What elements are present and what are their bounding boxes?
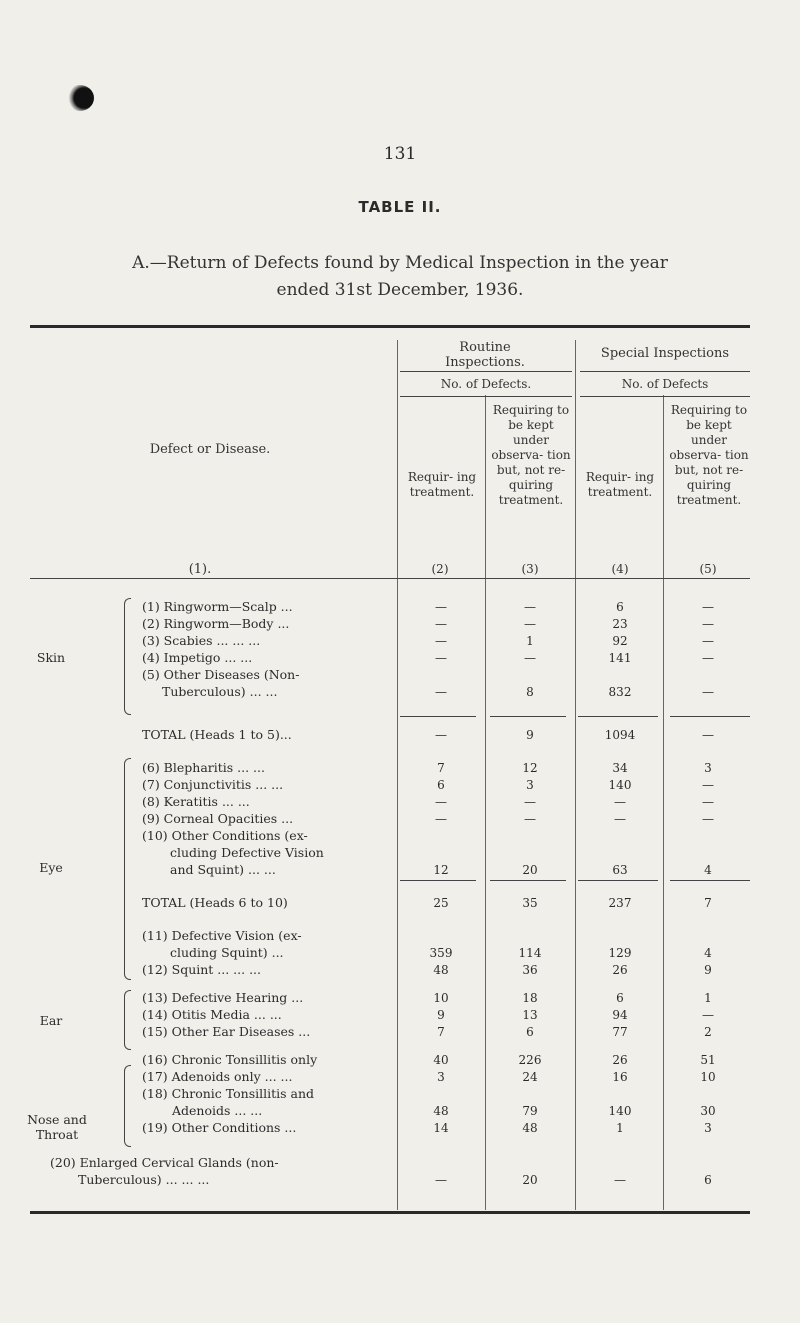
row-label: (18) Chronic Tonsillitis and xyxy=(142,1086,315,1101)
cell-row22-col2: — xyxy=(435,1173,447,1187)
row-label: (17) Adenoids only ... ... xyxy=(142,1069,293,1084)
row-label: (2) Ringworm—Body ... xyxy=(142,616,290,631)
cell-row5-col5: — xyxy=(702,685,714,699)
cell-row18-col3: 226 xyxy=(518,1053,542,1067)
cell-row12-col4: 237 xyxy=(608,896,632,910)
cell-row2-col5: — xyxy=(702,617,714,631)
row-label: (11) Defective Vision (ex- xyxy=(142,928,302,943)
cell-row3-col3: 1 xyxy=(526,634,534,648)
table-title: TABLE II. xyxy=(358,198,442,216)
cell-row1-col5: — xyxy=(702,600,714,614)
row-label: (1) Ringworm—Scalp ... xyxy=(142,599,293,614)
cell-row5-col2: — xyxy=(435,685,447,699)
cell-row1-col3: — xyxy=(524,600,536,614)
col-divider-1 xyxy=(397,340,398,1210)
col-4-number: (4) xyxy=(611,562,629,576)
defect-or-disease-header: Defect or Disease. xyxy=(149,442,271,457)
total-label: TOTAL (Heads 6 to 10) xyxy=(142,895,288,910)
col-1-number: (1). xyxy=(188,562,212,577)
row-label: (6) Blepharitis ... ... xyxy=(142,760,265,775)
cell-row15-col5: 1 xyxy=(704,991,712,1005)
routine-requiring-observation-header: Requiring to be kept under observa- tion but, not re- quiring treatment. xyxy=(491,403,571,507)
cell-row18-col5: 51 xyxy=(700,1053,716,1067)
cell-row8-col2: 6 xyxy=(437,778,445,792)
cell-row15-col4: 6 xyxy=(616,991,624,1005)
cell-row22-col4: — xyxy=(614,1173,626,1187)
cell-row2-col2: — xyxy=(435,617,447,631)
cell-row18-col4: 26 xyxy=(612,1053,628,1067)
cell-row18-col2: 40 xyxy=(433,1053,449,1067)
cell-row21-col5: 3 xyxy=(704,1121,712,1135)
cell-row8-col4: 140 xyxy=(608,778,632,792)
routine-no-defects-header: No. of Defects. xyxy=(440,377,532,391)
row-label: (8) Keratitis ... ... xyxy=(142,794,250,809)
cell-row19-col3: 24 xyxy=(522,1070,538,1084)
cell-row8-col5: — xyxy=(702,778,714,792)
cell-row19-col4: 16 xyxy=(612,1070,628,1084)
cell-row1-col4: 6 xyxy=(616,600,624,614)
table-bottom-rule xyxy=(30,1211,750,1214)
row-label: (9) Corneal Opacities ... xyxy=(142,811,294,826)
brace-ear xyxy=(124,990,131,1050)
header-bottom-rule xyxy=(30,578,750,579)
cell-row13-col4: 129 xyxy=(608,946,632,960)
row-label-cont: cluding Defective Vision xyxy=(170,845,324,860)
cell-row17-col4: 77 xyxy=(612,1025,628,1039)
cell-row7-col5: 3 xyxy=(704,761,712,775)
routine-underline xyxy=(400,371,572,372)
special-sub-underline xyxy=(580,396,750,397)
cell-row13-col3: 114 xyxy=(518,946,542,960)
row-label: (13) Defective Hearing ... xyxy=(142,990,304,1005)
cell-row3-col2: — xyxy=(435,634,447,648)
cell-row17-col5: 2 xyxy=(704,1025,712,1039)
col-2-number: (2) xyxy=(431,562,449,576)
cell-row14-col5: 9 xyxy=(704,963,712,977)
cell-row3-col5: — xyxy=(702,634,714,648)
cell-row9-col5: — xyxy=(702,795,714,809)
routine-requiring-treatment-header: Requir- ing treatment. xyxy=(407,470,477,499)
cell-row16-col4: 94 xyxy=(612,1008,628,1022)
caption-line-2: ended 31st December, 1936. xyxy=(276,280,524,300)
ink-blot xyxy=(66,85,94,111)
cell-row6-col4: 1094 xyxy=(604,728,636,742)
routine-inspections-header: Routine Inspections. xyxy=(445,340,525,370)
col-divider-3 xyxy=(575,340,576,1210)
row-label: (16) Chronic Tonsillitis only xyxy=(142,1052,318,1067)
routine-sub-underline xyxy=(400,396,572,397)
row-label-cont: Adenoids ... ... xyxy=(172,1103,263,1118)
row-label-cont: Tuberculous) ... ... xyxy=(162,684,278,699)
cell-row14-col2: 48 xyxy=(433,963,449,977)
cell-row4-col2: — xyxy=(435,651,447,665)
cell-row20-col5: 30 xyxy=(700,1104,716,1118)
cell-row12-col3: 35 xyxy=(522,896,538,910)
group-ear: Ear xyxy=(39,1013,63,1028)
cell-row6-col5: — xyxy=(702,728,714,742)
table-top-rule xyxy=(30,325,750,328)
row-label: (15) Other Ear Diseases ... xyxy=(142,1024,311,1039)
cell-row21-col3: 48 xyxy=(522,1121,538,1135)
row-label: (7) Conjunctivitis ... ... xyxy=(142,777,284,792)
brace-eye xyxy=(124,758,131,980)
group-nose-and-throat: Nose and Throat xyxy=(27,1112,87,1142)
cell-row2-col4: 23 xyxy=(612,617,628,631)
cell-row19-col2: 3 xyxy=(437,1070,445,1084)
brace-skin xyxy=(124,598,131,715)
col-divider-4 xyxy=(663,395,664,1210)
col-3-number: (3) xyxy=(521,562,539,576)
cell-row20-col4: 140 xyxy=(608,1104,632,1118)
special-underline xyxy=(580,371,750,372)
row-label: (20) Enlarged Cervical Glands (non- xyxy=(50,1155,279,1170)
row-label: (12) Squint ... ... ... xyxy=(142,962,262,977)
cell-row14-col3: 36 xyxy=(522,963,538,977)
cell-row12-col5: 7 xyxy=(704,896,712,910)
row-label: (3) Scabies ... ... ... xyxy=(142,633,261,648)
cell-row16-col5: — xyxy=(702,1008,714,1022)
row-label: (4) Impetigo ... ... xyxy=(142,650,253,665)
cell-row10-col5: — xyxy=(702,812,714,826)
cell-row11-col2: 12 xyxy=(433,863,449,877)
row-label-cont: Tuberculous) ... ... ... xyxy=(78,1172,210,1187)
cell-row20-col2: 48 xyxy=(433,1104,449,1118)
cell-row14-col4: 26 xyxy=(612,963,628,977)
special-no-defects-header: No. of Defects xyxy=(621,377,709,391)
cell-row7-col4: 34 xyxy=(612,761,628,775)
cell-row21-col4: 1 xyxy=(616,1121,624,1135)
total-rule xyxy=(578,880,658,881)
cell-row9-col4: — xyxy=(614,795,626,809)
cell-row5-col3: 8 xyxy=(526,685,534,699)
col-5-number: (5) xyxy=(699,562,717,576)
group-skin: Skin xyxy=(36,650,66,665)
row-label: (5) Other Diseases (Non- xyxy=(142,667,300,682)
cell-row6-col2: — xyxy=(435,728,447,742)
group-eye: Eye xyxy=(39,860,63,875)
cell-row11-col3: 20 xyxy=(522,863,538,877)
cell-row10-col3: — xyxy=(524,812,536,826)
total-rule xyxy=(490,880,566,881)
cell-row17-col3: 6 xyxy=(526,1025,534,1039)
special-requiring-observation-header: Requiring to be kept under observa- tion but, not re- quiring treatment. xyxy=(669,403,749,507)
cell-row15-col2: 10 xyxy=(433,991,449,1005)
cell-row6-col3: 9 xyxy=(526,728,534,742)
cell-row11-col4: 63 xyxy=(612,863,628,877)
row-label: (14) Otitis Media ... ... xyxy=(142,1007,282,1022)
cell-row7-col3: 12 xyxy=(522,761,538,775)
cell-row22-col3: 20 xyxy=(522,1173,538,1187)
cell-row13-col5: 4 xyxy=(704,946,712,960)
row-label-cont: and Squint) ... ... xyxy=(170,862,276,877)
total-rule xyxy=(400,716,476,717)
cell-row2-col3: — xyxy=(524,617,536,631)
cell-row4-col5: — xyxy=(702,651,714,665)
cell-row5-col4: 832 xyxy=(608,685,632,699)
row-label: (19) Other Conditions ... xyxy=(142,1120,297,1135)
cell-row22-col5: 6 xyxy=(704,1173,712,1187)
brace-nose xyxy=(124,1065,131,1147)
cell-row13-col2: 359 xyxy=(429,946,453,960)
cell-row10-col2: — xyxy=(435,812,447,826)
cell-row11-col5: 4 xyxy=(704,863,712,877)
cell-row21-col2: 14 xyxy=(433,1121,449,1135)
cell-row9-col2: — xyxy=(435,795,447,809)
row-label: (10) Other Conditions (ex- xyxy=(142,828,308,843)
row-label-cont: cluding Squint) ... xyxy=(170,945,284,960)
cell-row1-col2: — xyxy=(435,600,447,614)
total-rule xyxy=(578,716,658,717)
table-caption xyxy=(60,250,740,304)
special-requiring-treatment-header: Requir- ing treatment. xyxy=(585,470,655,499)
cell-row9-col3: — xyxy=(524,795,536,809)
cell-row17-col2: 7 xyxy=(437,1025,445,1039)
cell-row19-col5: 10 xyxy=(700,1070,716,1084)
cell-row15-col3: 18 xyxy=(522,991,538,1005)
caption-line-1: A.—Return of Defects found by Medical Inspection in the year xyxy=(132,253,668,273)
cell-row10-col4: — xyxy=(614,812,626,826)
cell-row16-col2: 9 xyxy=(437,1008,445,1022)
total-rule xyxy=(400,880,476,881)
total-label: TOTAL (Heads 1 to 5)... xyxy=(142,727,292,742)
cell-row12-col2: 25 xyxy=(433,896,449,910)
total-rule xyxy=(490,716,566,717)
cell-row4-col4: 141 xyxy=(608,651,632,665)
cell-row7-col2: 7 xyxy=(437,761,445,775)
col-divider-2 xyxy=(485,395,486,1210)
cell-row20-col3: 79 xyxy=(522,1104,538,1118)
special-inspections-header: Special Inspections xyxy=(600,346,730,361)
cell-row3-col4: 92 xyxy=(612,634,628,648)
cell-row4-col3: — xyxy=(524,651,536,665)
total-rule xyxy=(670,716,750,717)
total-rule xyxy=(670,880,750,881)
cell-row8-col3: 3 xyxy=(526,778,534,792)
cell-row16-col3: 13 xyxy=(522,1008,538,1022)
page-number: 131 xyxy=(383,144,417,164)
